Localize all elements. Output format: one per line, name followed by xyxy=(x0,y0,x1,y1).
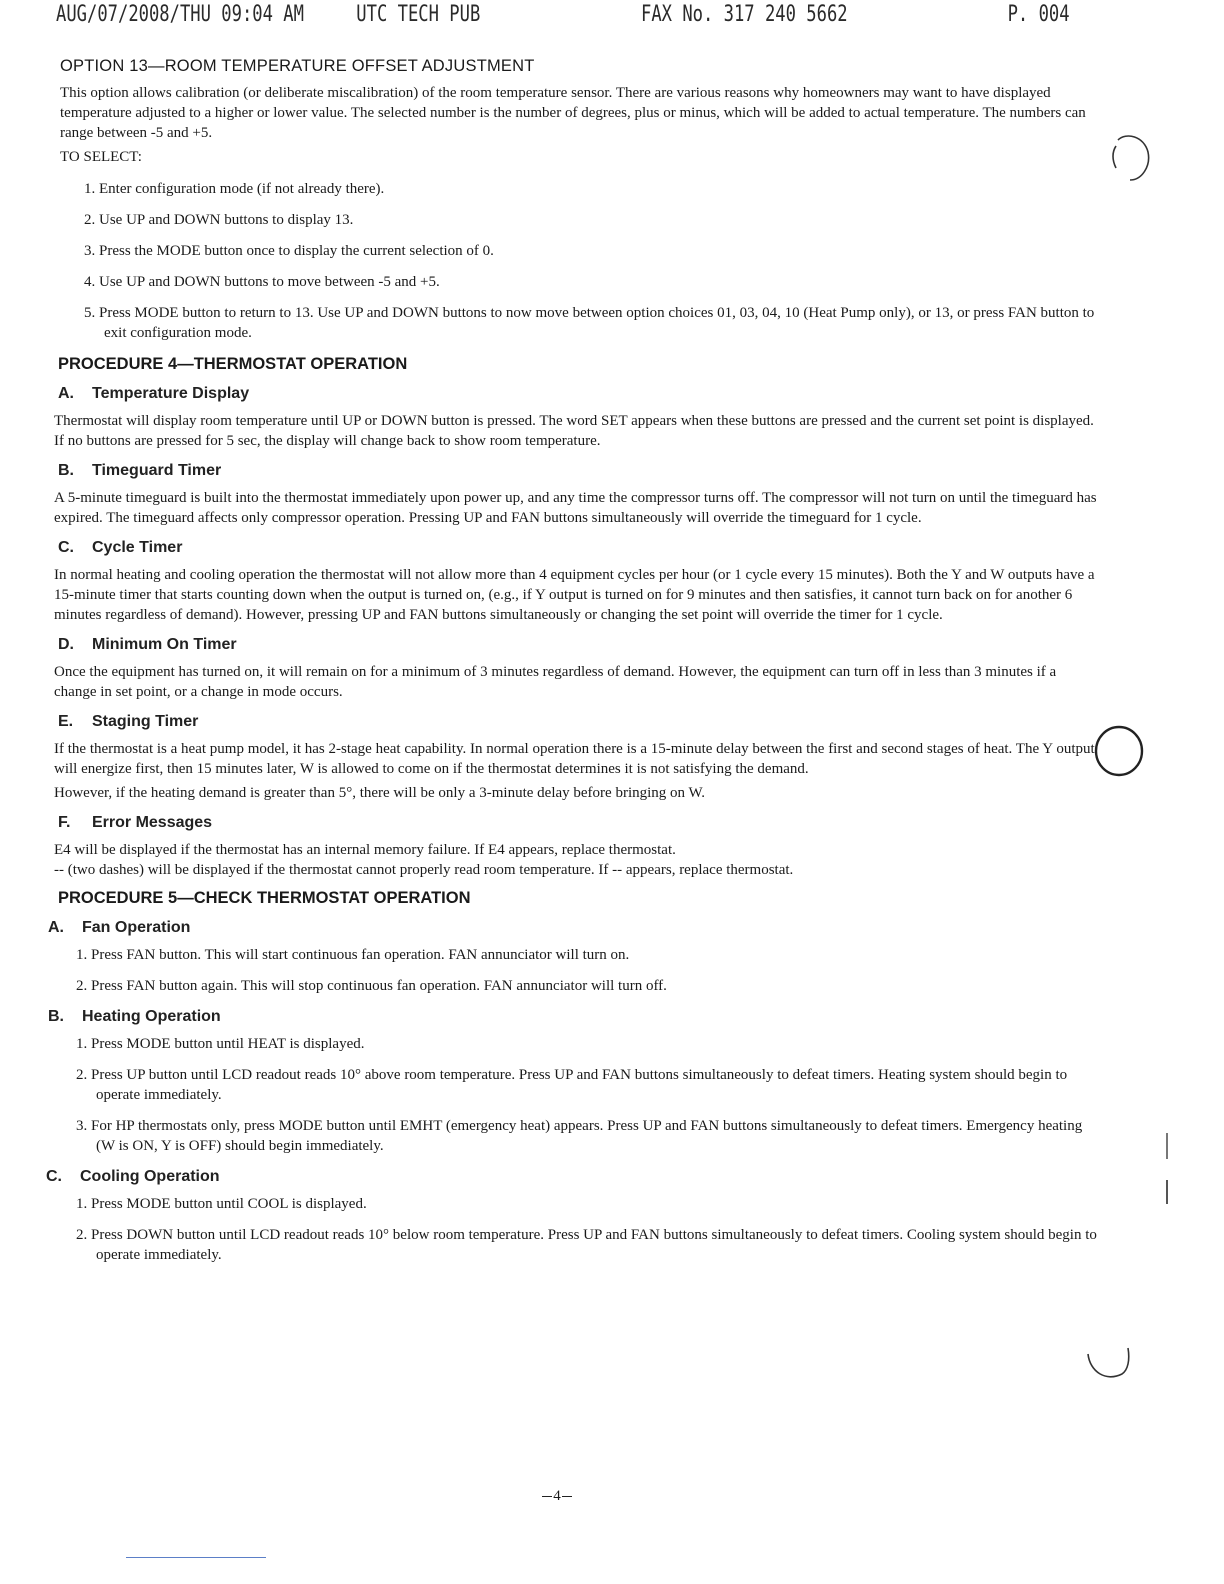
section-letter: B. xyxy=(48,1008,64,1025)
steps-list xyxy=(48,1194,1098,1265)
section-title: Minimum On Timer xyxy=(92,636,237,653)
hole-punch-mark-bottom xyxy=(1080,1340,1136,1388)
section-heading xyxy=(58,813,1098,833)
list-item: 5. Press MODE button to return to 13. Use UP and DOWN buttons to now move between option choices 01, 03, 04, 10 (Heat Pump only), or 13, or press FAN button to exit configuration mode. xyxy=(84,305,1095,341)
fax-date: AUG/07/2008/THU 09:04 AM xyxy=(56,2,304,27)
section-heading xyxy=(48,1007,1098,1027)
section-error-messages xyxy=(48,813,1098,880)
option13-title: OPTION 13—ROOM TEMPERATURE OFFSET ADJUSTMENT xyxy=(60,57,535,75)
section-heating-operation xyxy=(48,1007,1098,1156)
fax-page: P. 004 xyxy=(1007,2,1070,27)
list-item: 1. Press MODE button until HEAT is displayed. xyxy=(76,1036,365,1052)
bottom-rule xyxy=(126,1557,266,1558)
scan-artifact xyxy=(1166,1133,1168,1159)
section-heading xyxy=(48,918,1098,938)
list-item: 1. Press MODE button until COOL is displayed. xyxy=(76,1196,367,1212)
paragraph: E4 will be displayed if the thermostat has an internal memory failure. If E4 appears, replace thermostat. xyxy=(54,842,676,858)
procedure5-title: PROCEDURE 5—CHECK THERMOSTAT OPERATION xyxy=(58,889,471,907)
list-item: 4. Use UP and DOWN buttons to move between -5 and +5. xyxy=(84,274,440,290)
section-letter: A. xyxy=(58,385,74,402)
steps-list xyxy=(48,945,1098,996)
section-heading xyxy=(46,1167,1098,1187)
section-title: Temperature Display xyxy=(92,385,250,402)
page-number xyxy=(535,1488,579,1505)
hole-punch-mark-middle xyxy=(1090,718,1148,784)
page-number-value: 4 xyxy=(553,1488,561,1504)
section-title: Staging Timer xyxy=(92,713,199,730)
section-heading xyxy=(58,635,1098,655)
fax-sender: UTC TECH PUB xyxy=(356,2,481,27)
section-heading xyxy=(58,384,1098,404)
list-item: 2. Press FAN button again. This will stop continuous fan operation. FAN annunciator will turn off. xyxy=(76,978,667,994)
section-fan-operation xyxy=(48,918,1098,996)
section-title: Error Messages xyxy=(92,814,213,831)
paragraph: A 5-minute timeguard is built into the thermostat immediately upon power up, and any time the compressor turns off. The compressor will not turn on until the timeguard has expired. The timeguard affects only compressor operation. Pressing UP and FAN buttons simultaneously will override the timeguard for 1 cycle. xyxy=(54,490,1097,526)
section-heading xyxy=(58,712,1098,732)
paragraph: In normal heating and cooling operation the thermostat will not allow more than 4 equipment cycles per hour (or 1 cycle every 15 minutes). Both the Y and W outputs have a 15-minute timer that starts counting down when the output is turned on, (e.g., if Y output is turned on for 9 minutes and then satisfies, it cannot turn back on for another 6 minutes regardless of demand). However, pressing UP and FAN buttons simultaneously or changing the set point will override the timer for 1 cycle. xyxy=(54,567,1095,623)
steps-list xyxy=(48,1034,1098,1156)
document-body xyxy=(48,52,1098,1276)
list-item: 2. Press DOWN button until LCD readout reads 10° below room temperature. Press UP and FAN buttons simultaneously to defeat timers. Cooling system should begin to operate immediately. xyxy=(76,1227,1097,1263)
paragraph: -- (two dashes) will be displayed if the thermostat cannot properly read room temperature. If -- appears, replace thermostat. xyxy=(54,862,794,878)
option13-description: This option allows calibration (or deliberate miscalibration) of the room temperature sensor. There are various reasons why homeowners may want to have displayed temperature adjusted to a higher or lower value. The selected number is the number of degrees, plus or minus, which will be added to actual temperature. The numbers can range between -5 and +5. xyxy=(60,85,1086,141)
hole-punch-mark-top xyxy=(1104,130,1154,186)
section-letter: D. xyxy=(58,636,74,653)
section-staging-timer xyxy=(48,712,1098,803)
procedure4-title: PROCEDURE 4—THERMOSTAT OPERATION xyxy=(58,355,408,373)
section-title: Cycle Timer xyxy=(92,539,183,556)
scan-artifact xyxy=(1166,1180,1168,1204)
list-item: 3. Press the MODE button once to display the current selection of 0. xyxy=(84,243,494,259)
paragraph: Once the equipment has turned on, it will remain on for a minimum of 3 minutes regardless of demand. However, the equipment can turn off in less than 3 minutes if a change in set point, or a change in mode occurs. xyxy=(54,664,1057,700)
paragraph: However, if the heating demand is greater than 5°, there will be only a 3-minute delay before bringing on W. xyxy=(54,785,706,801)
section-title: Fan Operation xyxy=(82,919,191,936)
section-minimum-on-timer xyxy=(48,635,1098,702)
section-cycle-timer xyxy=(48,538,1098,625)
paragraph: Thermostat will display room temperature until UP or DOWN button is pressed. The word SET appears when these buttons are pressed and the current set point is displayed. If no buttons are pressed for 5 sec, the display will change back to show room temperature. xyxy=(54,413,1094,449)
option13-steps xyxy=(48,179,1098,343)
fax-number: FAX No. 317 240 5662 xyxy=(641,2,848,27)
section-heading xyxy=(58,461,1098,481)
section-temperature-display xyxy=(48,384,1098,451)
section-timeguard-timer xyxy=(48,461,1098,528)
section-letter: A. xyxy=(48,919,64,936)
section-cooling-operation xyxy=(48,1167,1098,1265)
to-select-label: TO SELECT: xyxy=(60,149,142,165)
section-title: Timeguard Timer xyxy=(92,462,222,479)
list-item: 3. For HP thermostats only, press MODE button until EMHT (emergency heat) appears. Press UP and FAN buttons simultaneously to defeat timers. Emergency heating (W is ON, Y is OFF) should begin immediately. xyxy=(76,1118,1083,1154)
list-item: 2. Press UP button until LCD readout reads 10° above room temperature. Press UP and FAN buttons simultaneously to defeat timers. Heating system should begin to operate immediately. xyxy=(76,1067,1068,1103)
section-letter: B. xyxy=(58,462,74,479)
section-title: Heating Operation xyxy=(82,1008,221,1025)
section-letter: C. xyxy=(46,1168,62,1185)
section-letter: E. xyxy=(58,713,74,730)
section-letter: C. xyxy=(58,539,74,556)
list-item: 2. Use UP and DOWN buttons to display 13. xyxy=(84,212,354,228)
list-item: 1. Enter configuration mode (if not already there). xyxy=(84,181,385,197)
fax-header xyxy=(56,0,1070,34)
section-title: Cooling Operation xyxy=(80,1168,220,1185)
list-item: 1. Press FAN button. This will start continuous fan operation. FAN annunciator will turn on. xyxy=(76,947,630,963)
paragraph: If the thermostat is a heat pump model, it has 2-stage heat capability. In normal operation there is a 15-minute delay between the first and second stages of heat. The Y output will energize first, then 15 minutes later, W is allowed to come on if the thermostat determines it is not satisfying the demand. xyxy=(54,741,1095,777)
section-heading xyxy=(58,538,1098,558)
section-letter: F. xyxy=(58,814,71,831)
